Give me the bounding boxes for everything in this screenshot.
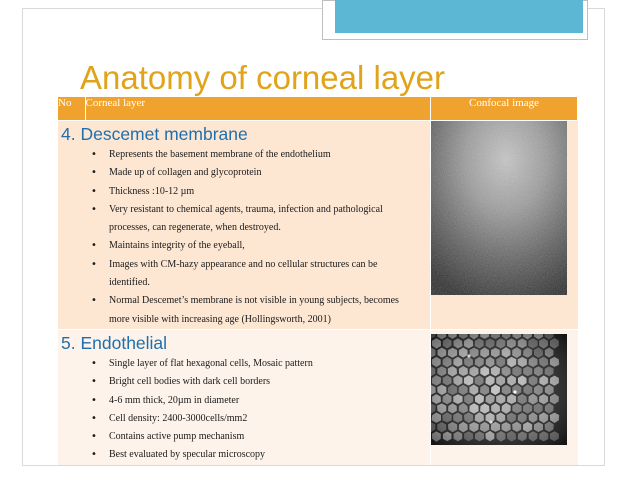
endothelial-image-cell [431,329,578,464]
section-heading-endothelial: 5. Endothelial [61,332,168,353]
descemet-content-cell [61,121,431,330]
bullet-item [85,146,430,164]
bullet-item [85,446,430,464]
bullet-text: Represents the basement membrane of the endothelium [109,149,331,160]
confocal-image-endothelial [431,334,567,445]
bullet-item [85,428,430,446]
decorative-blue-block [335,0,583,33]
bullet-text: identified. [109,277,150,289]
table-header-row [58,97,578,121]
bullet-item [85,256,430,293]
table-row-endothelial [58,329,578,464]
bullet-text: Images with CM-hazy appearance and no cellular structures can be [109,258,378,270]
header-corneal-layer: Corneal layer [85,97,431,121]
bullet-dot-icon: • [91,376,97,388]
bullet-dot-icon: • [91,258,97,270]
bullet-dot-icon: • [91,394,97,406]
bullet-item [85,183,430,201]
bullet-dot-icon: • [91,167,97,179]
bullet-item [85,164,430,182]
slide-title: Anatomy of corneal layer [80,59,446,96]
bullet-item [85,410,430,428]
corneal-layer-table [58,97,578,465]
bullet-dot-icon: • [91,295,97,307]
header-no: No [58,97,85,121]
bullet-text: more visible with increasing age (Hollingsworth, 2001) [109,313,331,325]
bullet-dot-icon: • [91,203,97,215]
bullet-text: Best evaluated by specular microscopy [109,449,266,461]
descemet-bullet-list [85,146,430,329]
bullet-text: Made up of collagen and glycoprotein [109,167,262,179]
bullet-text: processes, can regenerate, when destroyed. [109,222,281,234]
bullet-text: Single layer of flat hexagonal cells, Mosaic pattern [109,357,313,369]
confocal-image-descemet [431,121,567,295]
bullet-dot-icon: • [91,185,97,197]
bullet-text: Maintains integrity of the eyeball, [109,240,245,252]
bullet-text: 4-6 mm thick, 20µm in diameter [109,394,240,406]
bullet-text: Contains active pump mechanism [109,431,245,443]
bullet-item [85,355,430,373]
bullet-dot-icon: • [91,149,97,160]
bullet-item [85,292,430,329]
bullet-dot-icon: • [91,240,97,252]
bullet-dot-icon: • [91,357,97,369]
bullet-text: Normal Descemet’s membrane is not visible in young subjects, becomes [109,295,399,307]
endothelial-content-cell [61,329,431,464]
bullet-item [85,392,430,410]
bullet-text: Thickness :10-12 µm [109,185,195,197]
endothelial-bullet-list [85,355,430,465]
section-heading-descemet: 4. Descemet membrane [61,124,248,144]
bullet-item [85,237,430,255]
bullet-dot-icon: • [91,449,97,461]
bullet-text: Bright cell bodies with dark cell borders [109,376,271,388]
table-row-descemet [58,121,578,330]
descemet-image-cell [431,121,578,330]
bullet-item [85,373,430,391]
bullet-text: Very resistant to chemical agents, trauma, infection and pathological [109,203,383,215]
bullet-dot-icon: • [91,412,97,424]
bullet-item [85,201,430,238]
bullet-text: Cell density: 2400-3000cells/mm2 [109,412,248,424]
bullet-dot-icon: • [91,431,97,443]
header-confocal-image: Confocal image [431,97,578,121]
